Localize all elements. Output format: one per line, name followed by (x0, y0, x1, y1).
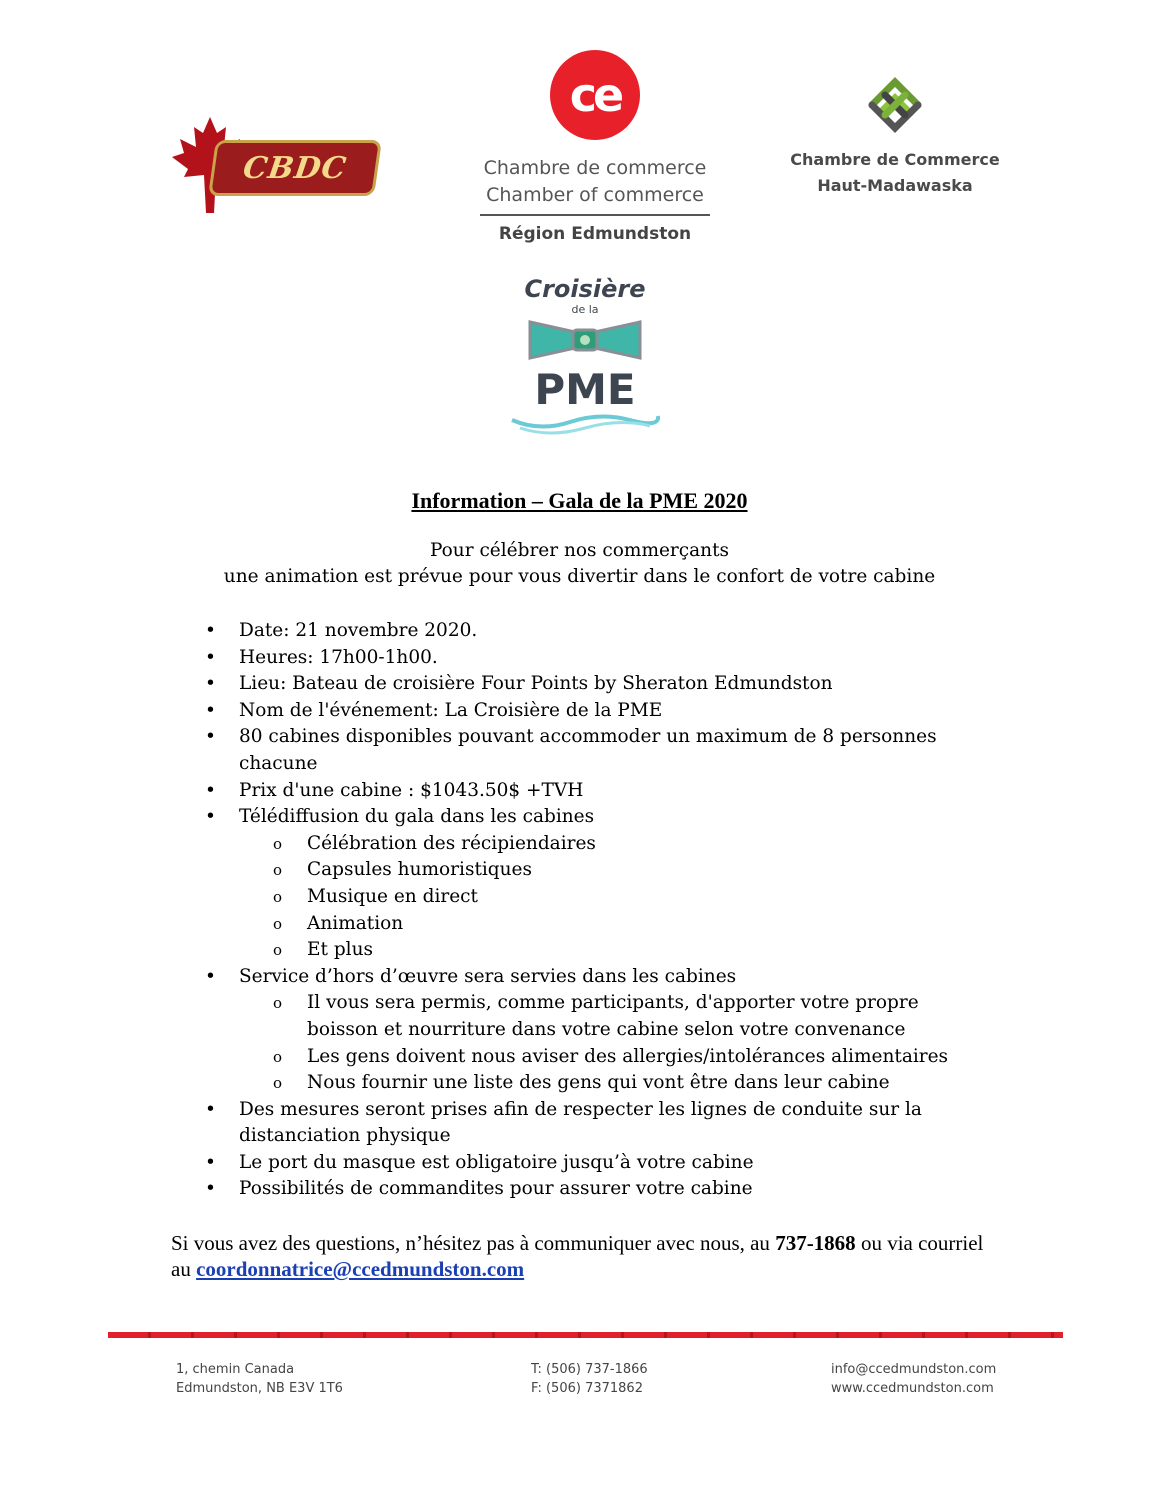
footer-website: www.ccedmundston.com (831, 1381, 994, 1396)
event-logo-pme: PME (534, 365, 636, 414)
hm-name-line2: Haut-Madawaska (817, 176, 973, 195)
list-item-sponsorship: • Possibilités de commandites pour assurer votre cabine (205, 1176, 985, 1203)
hm-name-line1: Chambre de Commerce (790, 150, 1000, 169)
chamber-divider (480, 214, 710, 216)
intro-text (0, 538, 1159, 590)
contact-email-link[interactable]: coordonnatrice@ccedmundston.com (196, 1257, 525, 1281)
event-logo-croisiere: Croisière (524, 275, 646, 303)
list-item-price: • Prix d'une cabine : $1043.50$ +TVH (205, 778, 985, 805)
footer-address-line: Edmundston, NB E3V 1T6 (176, 1381, 343, 1396)
event-logo-dela: de la (571, 303, 599, 316)
list-item-date: • Date: 21 novembre 2020. (205, 618, 985, 645)
ce-mark: ce (550, 50, 640, 140)
bow-tie-icon (520, 318, 650, 362)
footer-web (831, 1360, 996, 1398)
info-list (205, 618, 985, 1203)
page-title: Information – Gala de la PME 2020 (411, 488, 748, 513)
list-item-event-name: • Nom de l'événement: La Croisière de la PME (205, 698, 985, 725)
list-item-measures: • Des mesures seront prises afin de respecter les lignes de conduite sur la distanciation physique (205, 1097, 985, 1150)
list-item-cabins: • 80 cabines disponibles pouvant accommoder un maximum de 8 personnes chacune (205, 724, 985, 777)
sub-item: o Et plus (205, 937, 985, 964)
chamber-name-en: Chamber of commerce (486, 184, 704, 206)
knot-icon (860, 70, 930, 140)
footer-tel: T: (506) 737-1866 (531, 1362, 648, 1377)
footer-email: info@ccedmundston.com (831, 1362, 997, 1377)
footer-divider (108, 1332, 1063, 1338)
waves-icon (510, 412, 660, 436)
list-item-location: • Lieu: Bateau de croisière Four Points by Sheraton Edmundston (205, 671, 985, 698)
footer-phones (531, 1360, 648, 1398)
sub-item: o Animation (205, 911, 985, 938)
chamber-haut-madawaska-logo (790, 70, 1000, 210)
chamber-name-fr: Chambre de commerce (483, 157, 707, 179)
footer-address (176, 1360, 343, 1398)
intro-line: une animation est prévue pour vous divertir dans le confort de votre cabine (223, 566, 936, 587)
chamber-edmundston-logo (460, 50, 730, 244)
cbdc-wordmark: CBDC (208, 140, 382, 196)
contact-phone: 737-1868 (775, 1231, 856, 1255)
cbdc-logo (170, 115, 380, 215)
sub-item: o Nous fournir une liste des gens qui vont être dans leur cabine (205, 1070, 985, 1097)
sub-item: o Capsules humoristiques (205, 857, 985, 884)
header-logos (0, 40, 1159, 244)
sub-item: o Les gens doivent nous aviser des allergies/intolérances alimentaires (205, 1044, 985, 1071)
list-item-hours: • Heures: 17h00-1h00. (205, 645, 985, 672)
intro-line: Pour célébrer nos commerçants (429, 540, 730, 561)
list-item-service: • Service d’hors d’œuvre sera servies dans les cabines (205, 964, 985, 991)
footer-address-line: 1, chemin Canada (176, 1362, 295, 1377)
contact-text: ou via courriel au (171, 1231, 984, 1281)
list-item-mask: • Le port du masque est obligatoire jusqu’à votre cabine (205, 1150, 985, 1177)
chamber-region: Région Edmundston (498, 224, 692, 244)
sub-item: o Célébration des récipiendaires (205, 831, 985, 858)
sub-item: o Il vous sera permis, comme participants, d'apporter votre propre boisson et nourriture dans votre cabine selon votre convenance (205, 990, 985, 1043)
croisiere-pme-logo (505, 275, 665, 455)
contact-paragraph (171, 1230, 1001, 1282)
sub-item: o Musique en direct (205, 884, 985, 911)
list-item-broadcast: • Télédiffusion du gala dans les cabines (205, 804, 985, 831)
contact-text: Si vous avez des questions, n’hésitez pas à communiquer avec nous, au (171, 1231, 776, 1255)
footer-fax: F: (506) 7371862 (531, 1381, 643, 1396)
